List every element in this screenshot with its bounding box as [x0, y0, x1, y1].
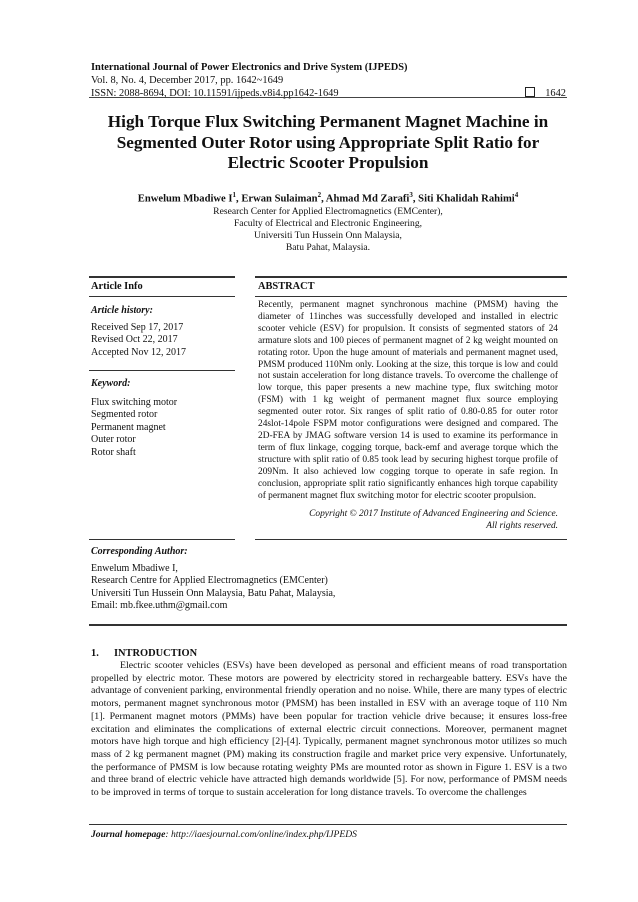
front-matter-bottom-rule: [89, 624, 567, 626]
corresponding-details: [91, 563, 335, 612]
page-number: 1642: [545, 88, 566, 99]
abstract-head-rule: [255, 296, 567, 297]
section-number: 1.: [91, 648, 99, 659]
journal-homepage-link[interactable]: : http://iaesjournal.com/online/index.php/IJPEDS: [165, 829, 357, 840]
article-history-heading: Article history:: [91, 305, 153, 316]
corresponding-line: Research Centre for Applied Electromagnetics (EMCenter): [91, 575, 328, 587]
footer-rule: [89, 824, 567, 825]
keyword-item: Permanent magnet: [91, 421, 166, 433]
introduction-paragraph: Electric scooter vehicles (ESVs) have been developed as personal and efficient means of road transportation propelled by electric motor. These motors are powered by electricity stored in rechargeable battery. ESVs have the advantage of convenient parking, environmental friendly operation and no noise. While, there are many types of electric motors, permanent magnet synchronous motor (PMSM) has been installed in ESV with an average toque of 110 Nm [1]. Permanent magnet motors (PMMs) have been popular for traction vehicle drive because; it ensures loss-free excitation and eliminates the complications of external electric circuit connections. Moreover, permanent magnet motors have high torque and high efficiency [2]-[4]. Typically, permanent magnet synchronous motor utilizes so much mass of 2 kg permanent magnet (PM) making its construction fragile and market price very expensive. Unfortunately, the performance of PMSM is low because rotating weighty PMs are mounted rotor as shown in Figure 1. ESV is a two and three brand of electric vehicle have attracted high demands worldwide [5]. For now, performance of PMSM needs to be improved in terms of torque to sustain acceleration for long distance travels. To overcome the challenges: [91, 660, 567, 799]
corresponding-line: Enwelum Mbadiwe I,: [91, 563, 178, 574]
keyword-item: Outer rotor: [91, 434, 136, 446]
corresponding-left-rule: [89, 539, 235, 540]
author-name: Enwelum Mbadiwe I: [137, 193, 233, 205]
journal-name: International Journal of Power Electronics and Drive System (IJPEDS): [91, 62, 408, 73]
title-line: Segmented Outer Rotor using Appropriate Split Ratio for: [116, 132, 540, 152]
copyright-notice: [258, 509, 558, 533]
article-info-heading: Article Info: [91, 281, 143, 292]
affiliation: [89, 206, 567, 254]
page-number-block: [525, 87, 566, 100]
author-name: Ahmad Md Zarafi: [325, 193, 410, 205]
keyword-list: [91, 397, 177, 459]
journal-issn-doi: ISSN: 2088-8694, DOI: 10.11591/ijpeds.v8i4.pp1642-1649: [91, 88, 339, 99]
copyright-line: Copyright © 2017 Institute of Advanced Engineering and Science.: [309, 509, 558, 519]
keyword-heading: Keyword:: [91, 378, 131, 389]
history-item: Revised Oct 22, 2017: [91, 334, 178, 346]
abstract-text: Recently, permanent magnet synchronous machine (PMSM) having the diameter of 11inches was successfully developed and installed in electric scooter vehicle (ESV) for propulsion. It consists of segmented stators of 24 armature slots and 100 pieces of permanent magnet of 2 kg weight mounted on rotating rotor. Upon the huge amount of materials and permanent magnet used, PMSM produced 110Nm only. Looking at the size, this torque is low and could not sustain acceleration for long distance travels. To overcome the challenge of low torque, this paper presents a new machine type, flux switching motor (FSM) with 1 kg weight of permanent magnet flux source employing segmented outer rotor. Six ranges of split ratio of 0.80-0.85 for outer rotor 24slot-14pole FSPM motor configurations were designed and compared. The 2D-FEA by JMAG software version 14 is used to examine its performance in term of flux linkage, cogging torque, back-emf and average torque which the structure with split ratio of 0.85 took lead by securing highest torque profile of 209Nm. It also achieved low cogging torque to operate in safe region. In conclusion, appropriate split ratio significantly enhances high torque capability of permanent magnet flux switching motor for electric scooter propulsion.: [258, 300, 558, 501]
affiliation-line: Batu Pahat, Malaysia.: [285, 242, 371, 253]
introduction-body: [91, 660, 567, 800]
affiliation-line: Universiti Tun Hussein Onn Malaysia,: [254, 230, 402, 241]
abstract-top-rule: [255, 276, 567, 278]
author-name: Siti Khalidah Rahimi: [418, 193, 515, 205]
header-rule: [89, 97, 567, 98]
history-item: Received Sep 17, 2017: [91, 322, 184, 333]
corresponding-email: Email: mb.fkee.uthm@gmail.com: [91, 599, 228, 611]
corresponding-right-rule: [255, 539, 567, 540]
corresponding-line: Universiti Tun Hussein Onn Malaysia, Batu Pahat, Malaysia,: [91, 587, 336, 599]
paper-title: [89, 112, 567, 174]
copyright-line: All rights reserved.: [486, 520, 558, 531]
journal-homepage-footer: [91, 829, 357, 840]
keyword-item: Flux switching motor: [91, 397, 178, 408]
author-sup: 2: [317, 191, 322, 199]
page-box-icon: [525, 87, 535, 97]
section-title: INTRODUCTION: [114, 648, 198, 659]
section-heading-introduction: [91, 648, 197, 659]
author-sup: 4: [514, 191, 519, 199]
keyword-item: Segmented rotor: [91, 409, 158, 421]
affiliation-line: Research Center for Applied Electromagnetics (EMCenter),: [213, 206, 443, 217]
article-history-list: [91, 322, 186, 359]
author-list: Enwelum Mbadiwe $I^1$, Erwan Sulaiman$^2$, Ahmad Md Zarafi$^3$, Siti Khalidah Rahimi$^4$: [137, 191, 519, 205]
history-item: Accepted Nov 12, 2017: [91, 346, 186, 358]
corresponding-heading: Corresponding Author:: [91, 546, 188, 557]
keyword-rule: [89, 370, 235, 371]
footer-label: Journal homepage: [91, 829, 166, 840]
author-sup: 3: [409, 191, 413, 199]
article-info-top-rule: [89, 276, 235, 278]
author-sup: 1: [232, 191, 237, 199]
article-info-head-rule: [89, 296, 235, 297]
journal-volume: Vol. 8, No. 4, December 2017, pp. 1642~1649: [91, 75, 284, 86]
title-line: Electric Scooter Propulsion: [227, 153, 429, 172]
affiliation-line: Faculty of Electrical and Electronic Engineering,: [233, 218, 423, 229]
journal-header: [91, 61, 566, 100]
abstract-heading: ABSTRACT: [258, 281, 315, 292]
title-line: High Torque Flux Switching Permanent Magnet Machine in: [107, 112, 549, 131]
author-name: Erwan Sulaiman: [241, 193, 318, 205]
keyword-item: Rotor shaft: [91, 446, 136, 458]
